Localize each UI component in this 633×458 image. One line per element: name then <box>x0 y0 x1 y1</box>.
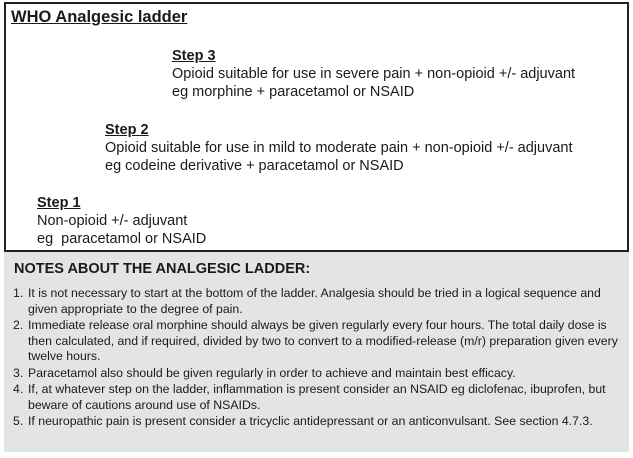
step-1-example: eg paracetamol or NSAID <box>37 231 207 247</box>
note-item-4 <box>4 382 623 413</box>
step-2 <box>105 121 573 175</box>
step-1 <box>37 194 206 248</box>
note-item-1 <box>4 286 623 317</box>
note-text: Paracetamol also should be given regularly in order to achieve and maintain best efficacy. <box>28 365 516 380</box>
note-item-2 <box>4 318 623 365</box>
step-3 <box>172 47 575 101</box>
note-number: 5. <box>13 414 24 428</box>
note-number: 4. <box>13 382 24 396</box>
note-text: If, at whatever step on the ladder, inflammation is present consider an NSAID eg diclofenac, ibuprofen, but beware of cautions around use of NSAIDs. <box>28 382 606 412</box>
note-text: Immediate release oral morphine should always be given regularly every four hours. The total daily dose is then calculated, and if required, divided by two to convert to a modified-release (m/r) preparation given every twelve hours. <box>28 318 618 363</box>
notes-title: NOTES ABOUT THE ANALGESIC LADDER: <box>14 261 311 277</box>
step-1-heading: Step 1 <box>37 195 81 211</box>
step-3-heading: Step 3 <box>172 48 216 64</box>
analgesic-ladder-box <box>4 2 629 252</box>
ladder-title: WHO Analgesic ladder <box>11 8 188 26</box>
note-text: It is not necessary to start at the bottom of the ladder. Analgesia should be tried in a logical sequence and given appropriate to the degree of pain. <box>28 286 601 316</box>
step-3-description: Opioid suitable for use in severe pain + non-opioid +/- adjuvant <box>172 66 576 82</box>
step-1-description: Non-opioid +/- adjuvant <box>37 213 188 229</box>
note-item-3 <box>4 366 623 382</box>
step-3-example: eg morphine + paracetamol or NSAID <box>172 84 415 100</box>
step-2-example: eg codeine derivative + paracetamol or NSAID <box>105 158 404 174</box>
notes-list <box>4 286 629 431</box>
step-2-description: Opioid suitable for use in mild to moderate pain + non-opioid +/- adjuvant <box>105 140 573 156</box>
step-2-heading: Step 2 <box>105 122 149 138</box>
note-item-5 <box>4 414 623 430</box>
note-number: 3. <box>13 365 24 380</box>
notes-box <box>4 252 629 452</box>
note-number: 1. <box>13 286 24 300</box>
note-number: 2. <box>13 318 24 332</box>
note-text: If neuropathic pain is present consider a tricyclic antidepressant or an anticonvulsant. See section 4.7.3. <box>28 414 593 428</box>
